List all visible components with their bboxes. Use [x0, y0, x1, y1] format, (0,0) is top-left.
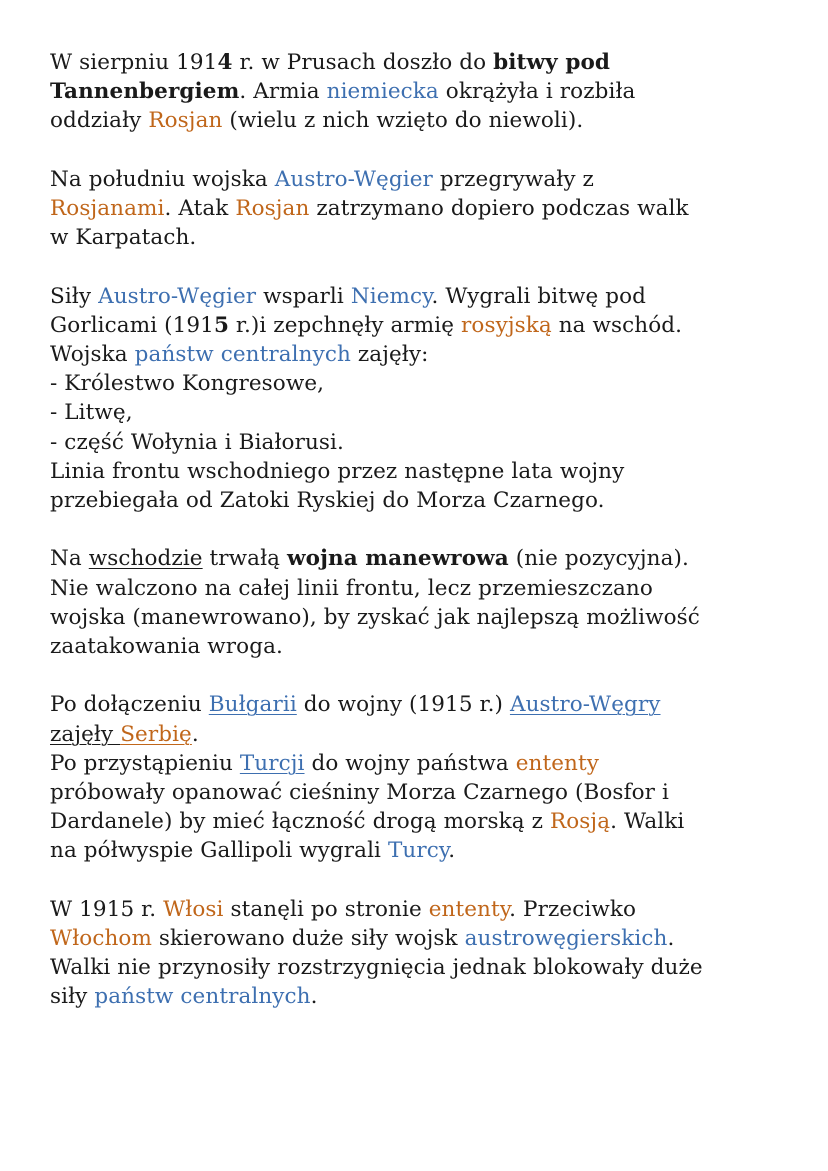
text-line: W 1915 r. Włosi stanęli po stronie ententy. Przeciwko	[50, 896, 636, 922]
text-line: W sierpniu 1914 r. w Prusach doszło do bitwy pod	[50, 50, 611, 75]
text-line: Dardanele) by mieć łączność drogą morską z Rosją. Walki	[50, 809, 685, 835]
text-line: na półwyspie Gallipoli wygrali Turcy.	[50, 838, 456, 864]
paragraph-balkans	[50, 690, 790, 865]
text-line: Siły Austro-Węgier wsparli Niemcy. Wygrali bitwę pod	[50, 283, 647, 309]
paragraph-maneuver-war	[50, 544, 790, 661]
text-line: oddziały Rosjan (wielu z nich wzięto do niewoli).	[50, 108, 584, 134]
text-line: Tannenbergiem. Armia niemiecka okrążyła i rozbiła	[50, 79, 636, 105]
text-line: Walki nie przynosiły rozstrzygnięcia jednak blokowały duże	[50, 955, 703, 981]
text-line: Po przystąpieniu Turcji do wojny państwa ententy	[50, 750, 599, 776]
text-line: siły państw centralnych.	[50, 984, 318, 1010]
list-item: - Królestwo Kongresowe,	[50, 371, 325, 397]
list-item: - Litwę,	[50, 400, 133, 426]
text-line: w Karpatach.	[50, 225, 197, 251]
text-line: Nie walczono na całej linii frontu, lecz przemieszczano	[50, 575, 653, 601]
text-line: Gorlicami (1915 r.)i zepchnęły armię rosyjską na wschód.	[50, 312, 683, 338]
text-line: Rosjanami. Atak Rosjan zatrzymano dopiero podczas walk	[50, 196, 689, 221]
paragraph-gorlice	[50, 282, 790, 516]
paragraph-italy	[50, 895, 790, 1012]
term-tannenberg: Tannenbergiem	[50, 79, 240, 105]
text-line: zaatakowania wroga.	[50, 634, 283, 660]
text-line: Wojska państw centralnych zajęły:	[50, 342, 429, 367]
text-line: próbowały opanować cieśniny Morza Czarnego (Bosfor i	[50, 780, 669, 806]
text-line: wojska (manewrowano), by zyskać jak najlepszą możliwość	[50, 604, 700, 630]
document-page	[50, 48, 790, 1041]
text-line: zajęły Serbię.	[50, 721, 199, 747]
text-line: Na wschodzie trwałą wojna manewrowa (nie pozycyjna).	[50, 546, 689, 572]
text-line: Linia frontu wschodniego przez następne lata wojny	[50, 458, 625, 484]
text-line: Na południu wojska Austro-Węgier przegrywały z	[50, 166, 594, 192]
list-item: - część Wołynia i Białorusi.	[50, 429, 344, 455]
paragraph-south	[50, 165, 790, 253]
text-line: Włochom skierowano duże siły wojsk austrowęgierskich.	[50, 926, 675, 952]
text-line: Po dołączeniu Bułgarii do wojny (1915 r.) Austro-Węgry	[50, 692, 661, 718]
term-maneuver-war: wojna manewrowa	[287, 546, 509, 572]
term-battle: bitwy pod	[493, 50, 611, 75]
text-line: przebiegała od Zatoki Ryskiej do Morza Czarnego.	[50, 488, 605, 514]
paragraph-tannenberg	[50, 48, 790, 136]
